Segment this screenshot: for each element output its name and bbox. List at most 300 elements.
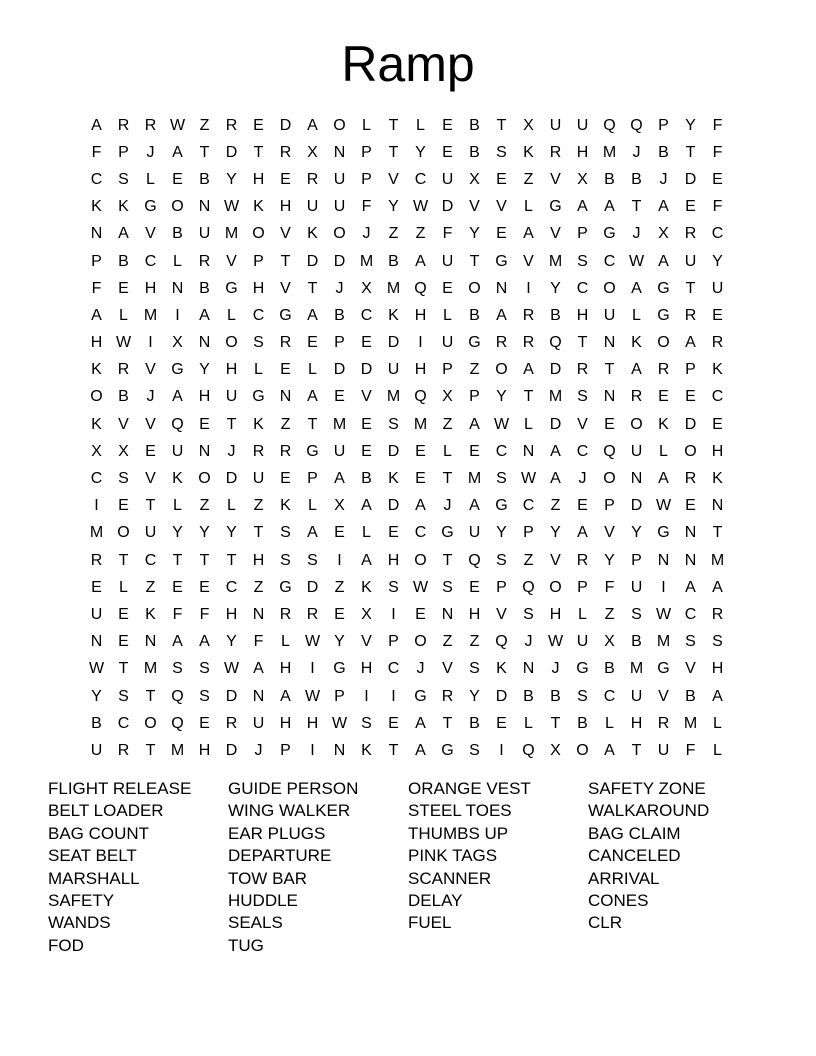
- grid-letter: U: [630, 687, 643, 705]
- grid-letter: K: [361, 578, 372, 596]
- grid-letter: W: [547, 633, 564, 651]
- grid-letter: M: [413, 415, 428, 433]
- grid-letter: V: [226, 252, 237, 270]
- grid-letter: Y: [685, 116, 696, 134]
- grid-letter: T: [307, 279, 318, 297]
- grid-letter: D: [225, 687, 238, 705]
- grid-letter: U: [333, 442, 346, 460]
- grid-letter: A: [415, 714, 426, 732]
- grid-letter: M: [89, 524, 104, 542]
- grid-letter: X: [577, 170, 588, 188]
- word-item: WING WALKER: [228, 801, 351, 821]
- grid-letter: V: [496, 605, 507, 623]
- grid-letter: O: [90, 388, 103, 406]
- grid-letter: U: [252, 470, 265, 488]
- grid-letter: L: [605, 714, 614, 732]
- grid-letter: L: [227, 497, 236, 515]
- grid-letter: V: [145, 470, 156, 488]
- grid-letter: N: [684, 524, 697, 542]
- grid-letter: Z: [199, 497, 210, 515]
- grid-letter: E: [415, 470, 426, 488]
- word-item: ARRIVAL: [588, 868, 660, 888]
- grid-letter: R: [279, 442, 292, 460]
- grid-letter: B: [361, 470, 372, 488]
- grid-letter: M: [602, 143, 617, 161]
- grid-letter: N: [198, 442, 211, 460]
- grid-letter: Q: [468, 551, 481, 569]
- grid-letter: S: [577, 687, 588, 705]
- grid-letter: I: [175, 306, 180, 324]
- grid-letter: C: [495, 442, 508, 460]
- grid-letter: Q: [171, 687, 184, 705]
- word-item: SEAT BELT: [48, 846, 137, 866]
- grid-letter: I: [148, 334, 153, 352]
- grid-letter: L: [443, 306, 452, 324]
- grid-letter: W: [304, 687, 321, 705]
- grid-letter: U: [441, 170, 454, 188]
- grid-letter: L: [416, 116, 425, 134]
- grid-letter: E: [712, 306, 723, 324]
- grid-letter: H: [576, 306, 589, 324]
- grid-letter: W: [304, 633, 321, 651]
- grid-letter: E: [577, 497, 588, 515]
- grid-letter: A: [334, 470, 345, 488]
- grid-letter: L: [308, 497, 317, 515]
- grid-letter: M: [359, 252, 374, 270]
- grid-letter: B: [604, 660, 615, 678]
- grid-letter: Z: [442, 633, 453, 651]
- grid-letter: L: [227, 306, 236, 324]
- grid-letter: G: [657, 279, 670, 297]
- grid-letter: S: [469, 741, 480, 759]
- grid-letter: Z: [469, 633, 480, 651]
- grid-letter: R: [522, 306, 535, 324]
- grid-letter: J: [146, 388, 155, 406]
- grid-letter: Y: [604, 551, 615, 569]
- grid-letter: S: [280, 524, 291, 542]
- grid-letter: B: [388, 252, 399, 270]
- grid-letter: U: [387, 361, 400, 379]
- grid-letter: O: [333, 225, 346, 243]
- grid-letter: V: [523, 252, 534, 270]
- grid-letter: L: [173, 497, 182, 515]
- grid-letter: X: [91, 442, 102, 460]
- word-item: GUIDE PERSON: [228, 779, 359, 798]
- grid-letter: T: [118, 660, 129, 678]
- grid-letter: H: [711, 442, 724, 460]
- grid-row: [83, 438, 733, 465]
- grid-letter: O: [468, 279, 481, 297]
- grid-letter: E: [361, 334, 372, 352]
- grid-row: [83, 710, 733, 737]
- grid-letter: E: [496, 170, 507, 188]
- grid-letter: E: [91, 578, 102, 596]
- grid-row: [83, 574, 733, 601]
- letter-grid: [83, 112, 733, 765]
- grid-letter: L: [713, 741, 722, 759]
- grid-letter: R: [90, 551, 103, 569]
- grid-letter: S: [469, 660, 480, 678]
- grid-letter: V: [496, 198, 507, 216]
- grid-letter: F: [253, 633, 264, 651]
- grid-letter: A: [172, 143, 183, 161]
- grid-letter: T: [685, 279, 696, 297]
- grid-letter: P: [361, 143, 372, 161]
- grid-letter: X: [658, 225, 669, 243]
- grid-letter: H: [414, 361, 427, 379]
- grid-letter: A: [658, 252, 669, 270]
- grid-letter: R: [198, 252, 211, 270]
- grid-letter: L: [119, 578, 128, 596]
- grid-letter: O: [549, 578, 562, 596]
- grid-letter: R: [225, 116, 238, 134]
- grid-letter: K: [523, 143, 534, 161]
- grid-letter: O: [603, 470, 616, 488]
- grid-letter: V: [442, 660, 453, 678]
- grid-letter: E: [253, 116, 264, 134]
- grid-letter: A: [523, 225, 534, 243]
- grid-letter: Z: [523, 551, 534, 569]
- grid-letter: T: [388, 116, 399, 134]
- grid-letter: W: [412, 198, 429, 216]
- grid-letter: F: [712, 116, 723, 134]
- word-item: CLR: [588, 913, 623, 933]
- grid-row: [83, 221, 733, 248]
- grid-letter: C: [522, 497, 535, 515]
- grid-letter: W: [493, 415, 510, 433]
- grid-letter: T: [442, 714, 453, 732]
- grid-letter: S: [577, 252, 588, 270]
- grid-letter: T: [712, 524, 723, 542]
- grid-letter: O: [333, 116, 346, 134]
- grid-letter: A: [658, 470, 669, 488]
- grid-letter: R: [279, 334, 292, 352]
- grid-letter: I: [310, 741, 315, 759]
- grid-letter: R: [306, 605, 319, 623]
- grid-letter: R: [117, 741, 130, 759]
- grid-letter: T: [388, 143, 399, 161]
- grid-letter: A: [307, 524, 318, 542]
- grid-letter: W: [223, 198, 240, 216]
- grid-letter: N: [198, 334, 211, 352]
- grid-letter: P: [577, 225, 588, 243]
- grid-letter: L: [146, 170, 155, 188]
- grid-letter: K: [307, 225, 318, 243]
- grid-letter: P: [280, 741, 291, 759]
- grid-letter: F: [442, 225, 453, 243]
- grid-letter: R: [144, 116, 157, 134]
- grid-letter: W: [88, 660, 105, 678]
- grid-letter: G: [306, 442, 319, 460]
- grid-letter: N: [522, 442, 535, 460]
- grid-letter: N: [657, 551, 670, 569]
- grid-letter: E: [415, 442, 426, 460]
- grid-letter: Y: [550, 524, 561, 542]
- grid-letter: B: [550, 687, 561, 705]
- grid-letter: O: [630, 415, 643, 433]
- grid-letter: G: [576, 660, 589, 678]
- grid-letter: P: [577, 578, 588, 596]
- grid-letter: G: [603, 225, 616, 243]
- grid-letter: Z: [280, 415, 291, 433]
- grid-letter: T: [604, 361, 615, 379]
- grid-letter: M: [656, 633, 671, 651]
- grid-letter: A: [631, 279, 642, 297]
- grid-letter: K: [118, 198, 129, 216]
- grid-letter: K: [91, 361, 102, 379]
- grid-letter: G: [171, 361, 184, 379]
- grid-letter: A: [307, 388, 318, 406]
- grid-letter: E: [415, 605, 426, 623]
- grid-letter: G: [414, 687, 427, 705]
- grid-letter: S: [199, 660, 210, 678]
- grid-letter: M: [224, 225, 239, 243]
- grid-letter: P: [307, 470, 318, 488]
- grid-letter: H: [90, 334, 103, 352]
- grid-letter: X: [442, 388, 453, 406]
- grid-letter: B: [604, 170, 615, 188]
- grid-letter: N: [630, 470, 643, 488]
- grid-letter: U: [441, 334, 454, 352]
- grid-letter: P: [442, 361, 453, 379]
- grid-letter: E: [469, 578, 480, 596]
- grid-letter: C: [711, 225, 724, 243]
- word-item: PINK TAGS: [408, 846, 498, 866]
- grid-letter: M: [143, 660, 158, 678]
- grid-letter: S: [523, 605, 534, 623]
- grid-letter: Y: [496, 388, 507, 406]
- grid-letter: L: [443, 442, 452, 460]
- grid-row: [83, 357, 733, 384]
- grid-letter: P: [118, 143, 129, 161]
- grid-letter: B: [118, 252, 129, 270]
- grid-letter: R: [279, 143, 292, 161]
- grid-letter: U: [630, 442, 643, 460]
- grid-letter: I: [526, 279, 531, 297]
- grid-letter: S: [118, 687, 129, 705]
- grid-letter: J: [632, 143, 641, 161]
- grid-letter: A: [523, 361, 534, 379]
- grid-letter: U: [576, 633, 589, 651]
- grid-letter: X: [604, 633, 615, 651]
- grid-row: [83, 465, 733, 492]
- grid-letter: Y: [631, 524, 642, 542]
- grid-letter: H: [252, 170, 265, 188]
- grid-letter: H: [468, 605, 481, 623]
- grid-letter: G: [279, 306, 292, 324]
- grid-letter: B: [469, 116, 480, 134]
- grid-letter: I: [391, 687, 396, 705]
- grid-letter: A: [658, 198, 669, 216]
- grid-letter: F: [685, 741, 696, 759]
- grid-letter: U: [90, 741, 103, 759]
- grid-letter: S: [631, 605, 642, 623]
- grid-letter: B: [118, 388, 129, 406]
- grid-letter: M: [710, 551, 725, 569]
- grid-letter: Q: [549, 334, 562, 352]
- word-item: HUDDLE: [228, 890, 298, 910]
- grid-letter: A: [604, 198, 615, 216]
- word-item: CANCELED: [588, 846, 681, 866]
- grid-row: [83, 629, 733, 656]
- word-item: FLIGHT RELEASE: [48, 779, 192, 798]
- grid-letter: U: [657, 741, 670, 759]
- grid-letter: V: [550, 225, 561, 243]
- grid-letter: L: [173, 252, 182, 270]
- grid-letter: G: [333, 660, 346, 678]
- grid-letter: D: [225, 470, 238, 488]
- grid-letter: P: [685, 361, 696, 379]
- grid-letter: U: [306, 198, 319, 216]
- grid-letter: W: [655, 497, 672, 515]
- grid-letter: E: [685, 497, 696, 515]
- grid-letter: Z: [334, 578, 345, 596]
- grid-letter: K: [91, 415, 102, 433]
- grid-letter: U: [90, 605, 103, 623]
- grid-letter: H: [630, 714, 643, 732]
- grid-letter: U: [576, 116, 589, 134]
- word-item: SEALS: [228, 913, 283, 933]
- grid-letter: N: [684, 551, 697, 569]
- grid-letter: H: [387, 551, 400, 569]
- grid-letter: R: [549, 143, 562, 161]
- grid-letter: Y: [91, 687, 102, 705]
- grid-letter: Y: [226, 524, 237, 542]
- grid-row: [83, 275, 733, 302]
- grid-letter: Y: [199, 361, 210, 379]
- grid-letter: C: [414, 524, 427, 542]
- grid-letter: J: [362, 225, 371, 243]
- grid-letter: S: [118, 170, 129, 188]
- grid-letter: O: [495, 361, 508, 379]
- grid-letter: E: [172, 170, 183, 188]
- grid-letter: I: [94, 497, 99, 515]
- grid-letter: C: [387, 660, 400, 678]
- grid-letter: R: [576, 361, 589, 379]
- grid-letter: U: [225, 388, 238, 406]
- word-item: BELT LOADER: [48, 801, 164, 821]
- grid-letter: D: [387, 442, 400, 460]
- grid-letter: R: [657, 361, 670, 379]
- grid-letter: O: [657, 334, 670, 352]
- grid-letter: L: [524, 714, 533, 732]
- grid-letter: A: [280, 687, 291, 705]
- grid-letter: H: [279, 714, 292, 732]
- grid-letter: J: [578, 470, 587, 488]
- grid-letter: W: [331, 714, 348, 732]
- grid-letter: K: [361, 741, 372, 759]
- grid-letter: D: [549, 415, 562, 433]
- grid-letter: S: [442, 578, 453, 596]
- grid-letter: O: [144, 714, 157, 732]
- grid-letter: K: [712, 470, 723, 488]
- grid-letter: S: [253, 334, 264, 352]
- grid-letter: L: [281, 633, 290, 651]
- word-column: [408, 778, 588, 957]
- grid-row: [83, 248, 733, 275]
- grid-letter: Z: [550, 497, 561, 515]
- grid-letter: V: [388, 170, 399, 188]
- grid-letter: J: [524, 633, 533, 651]
- grid-letter: E: [658, 388, 669, 406]
- grid-letter: X: [334, 497, 345, 515]
- grid-letter: Z: [253, 578, 264, 596]
- grid-row: [83, 166, 733, 193]
- grid-letter: Z: [253, 497, 264, 515]
- grid-letter: C: [144, 252, 157, 270]
- grid-letter: S: [199, 687, 210, 705]
- grid-letter: N: [333, 741, 346, 759]
- grid-letter: G: [549, 198, 562, 216]
- grid-letter: N: [171, 279, 184, 297]
- grid-letter: S: [388, 578, 399, 596]
- grid-letter: C: [603, 252, 616, 270]
- grid-letter: O: [414, 633, 427, 651]
- grid-letter: K: [172, 470, 183, 488]
- grid-letter: M: [386, 279, 401, 297]
- grid-letter: W: [115, 334, 132, 352]
- grid-row: [83, 520, 733, 547]
- grid-letter: A: [91, 116, 102, 134]
- word-item: STEEL TOES: [408, 801, 512, 821]
- word-item: EAR PLUGS: [228, 823, 326, 843]
- grid-row: [83, 656, 733, 683]
- grid-letter: B: [469, 714, 480, 732]
- grid-letter: B: [631, 633, 642, 651]
- grid-letter: V: [145, 225, 156, 243]
- grid-letter: G: [279, 578, 292, 596]
- grid-letter: A: [550, 470, 561, 488]
- grid-row: [83, 683, 733, 710]
- grid-letter: C: [576, 442, 589, 460]
- grid-letter: G: [657, 524, 670, 542]
- grid-letter: H: [252, 551, 265, 569]
- grid-letter: O: [603, 279, 616, 297]
- grid-letter: Q: [522, 741, 535, 759]
- grid-letter: N: [252, 687, 265, 705]
- grid-letter: A: [91, 306, 102, 324]
- grid-letter: I: [661, 578, 666, 596]
- grid-letter: N: [144, 633, 157, 651]
- word-item: TOW BAR: [228, 868, 308, 888]
- grid-letter: E: [307, 334, 318, 352]
- grid-letter: U: [549, 116, 562, 134]
- word-item: SCANNER: [408, 868, 492, 888]
- grid-letter: L: [578, 605, 587, 623]
- grid-row: [83, 384, 733, 411]
- grid-letter: Y: [226, 170, 237, 188]
- grid-letter: A: [496, 306, 507, 324]
- grid-letter: E: [118, 633, 129, 651]
- grid-letter: F: [604, 578, 615, 596]
- grid-letter: U: [441, 252, 454, 270]
- grid-letter: N: [603, 334, 616, 352]
- word-item: MARSHALL: [48, 868, 140, 888]
- grid-letter: J: [146, 143, 155, 161]
- grid-letter: F: [712, 198, 723, 216]
- grid-letter: A: [469, 497, 480, 515]
- grid-letter: F: [91, 279, 102, 297]
- grid-letter: W: [169, 116, 186, 134]
- grid-letter: H: [279, 660, 292, 678]
- grid-letter: X: [469, 170, 480, 188]
- grid-letter: C: [90, 470, 103, 488]
- grid-letter: Z: [145, 578, 156, 596]
- grid-letter: O: [414, 551, 427, 569]
- grid-letter: T: [226, 551, 237, 569]
- grid-letter: R: [711, 334, 724, 352]
- grid-letter: T: [199, 143, 210, 161]
